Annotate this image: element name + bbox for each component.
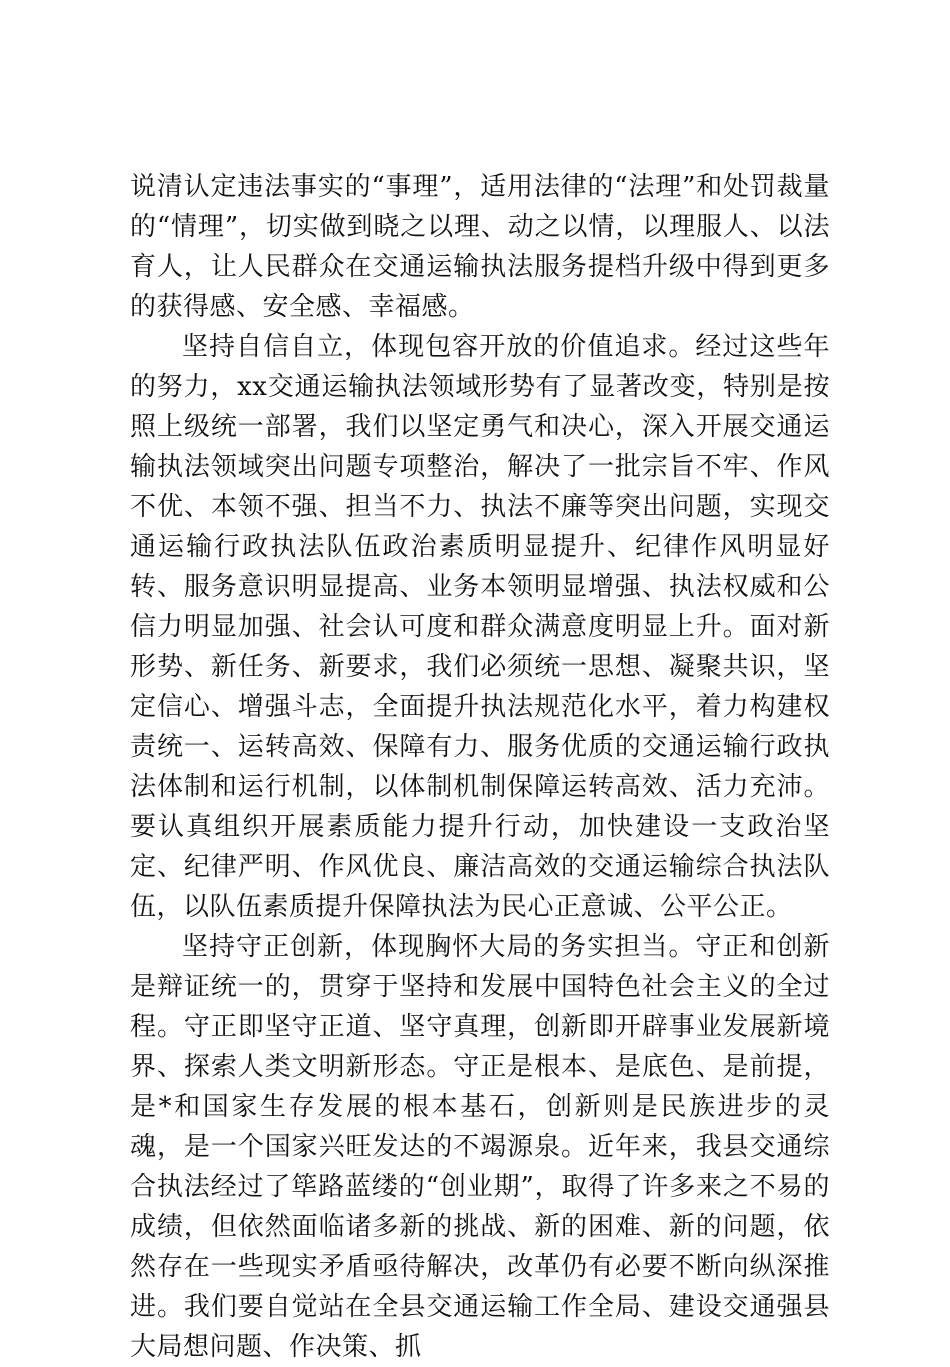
paragraph-self-confidence: 坚持自信自立，体现包容开放的价值追求。经过这些年的努力，xx交通运输执法领域形势有了显著改变，特别是按照上级统一部署，我们以坚定勇气和决心，深入开展交通运输执法领域突出问题专项整治，解决了一批宗旨不牢、作风不优、本领不强、担当不力、执法不廉等突出问题，实现交通运输行政执法队伍政治素质明显提升、纪律作风明显好转、服务意识明显提高、业务本领明显增强、执法权威和公信力明显加强、社会认可度和群众满意度明显上升。面对新形势、新任务、新要求，我们必须统一思想、凝聚共识，坚定信心、增强斗志，全面提升执法规范化水平，着力构建权责统一、运转高效、保障有力、服务优质的交通运输行政执法体制和运行机制，以体制机制保障运转高效、活力充沛。要认真组织开展素质能力提升行动，加快建设一支政治坚定、纪律严明、作风优良、廉洁高效的交通运输综合执法队伍，以队伍素质提升保障执法为民心正意诚、公平公正。: [130, 332, 830, 922]
paragraph-innovation: 坚持守正创新，体现胸怀大局的务实担当。守正和创新是辩证统一的，贯穿于坚持和发展中国特色社会主义的全过程。守正即坚守正道、坚守真理，创新即开辟事业发展新境界、探索人类文明新形态。守正是根本、是底色、是前提，是*和国家生存发展的根本基石，创新则是民族进步的灵魂，是一个国家兴旺发达的不竭源泉。近年来，我县交通综合执法经过了筚路蓝缕的“创业期”，取得了许多来之不易的成绩，但依然面临诸多新的挑战、新的困难、新的问题，依然存在一些现实矛盾亟待解决，改革仍有必要不断向纵深推进。我们要自觉站在全县交通运输工作全局、建设交通强县大局想问题、作决策、抓: [130, 932, 830, 1362]
paragraph-continuation: 说清认定违法事实的“事理”，适用法律的“法理”和处罚裁量的“情理”，切实做到晓之以理、动之以情，以理服人、以法育人，让人民群众在交通运输执法服务提档升级中得到更多的获得感、安全感、幸福感。: [130, 172, 830, 322]
document-body: [130, 167, 830, 1367]
